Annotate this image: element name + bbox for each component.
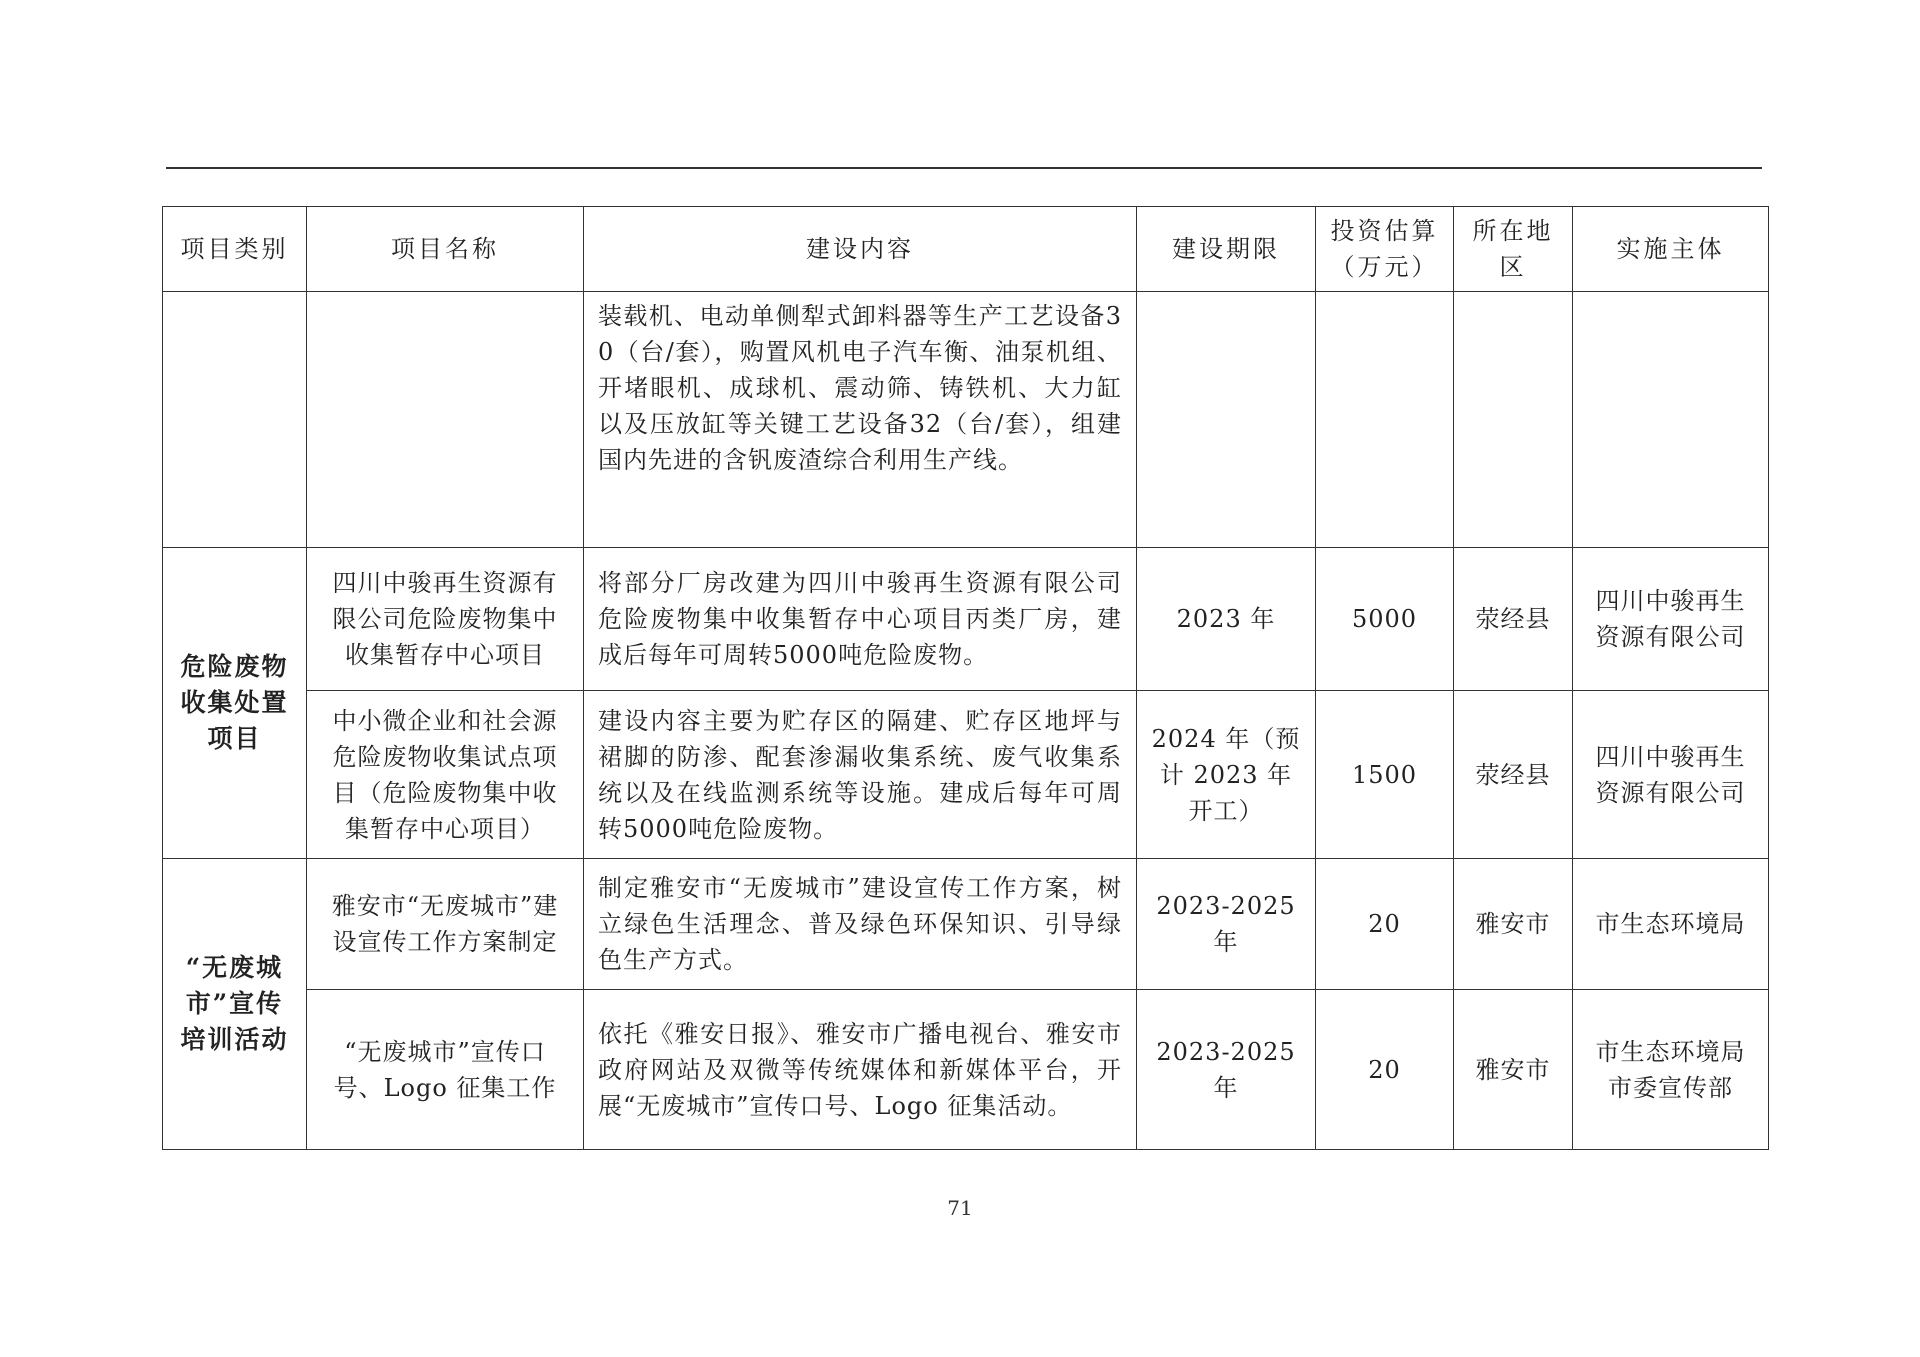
implementer-cell: 四川中骏再生资源有限公司 (1573, 691, 1769, 859)
table-header-row (163, 207, 1769, 292)
table-row (163, 990, 1769, 1150)
page-number: 71 (947, 1196, 973, 1220)
table-row (163, 292, 1769, 548)
category-cell: 危险废物收集处置项目 (163, 548, 307, 859)
name-cell: 雅安市“无废城市”建设宣传工作方案制定 (307, 859, 584, 990)
region-cell: 雅安市 (1454, 990, 1573, 1150)
content-cell: 建设内容主要为贮存区的隔建、贮存区地坪与裙脚的防渗、配套渗漏收集系统、废气收集系统以及在线监测系统等设施。建成后每年可周转5000吨危险废物。 (584, 691, 1137, 859)
table-row (163, 548, 1769, 691)
header-period: 建设期限 (1137, 207, 1316, 292)
name-cell (307, 292, 584, 548)
period-cell: 2023-2025 年 (1137, 990, 1316, 1150)
investment-cell: 5000 (1316, 548, 1454, 691)
content-cell: 装载机、电动单侧犁式卸料器等生产工艺设备30（台/套），购置风机电子汽车衡、油泵机组、开堵眼机、成球机、震动筛、铸铁机、大力缸以及压放缸等关键工艺设备32（台/套），组建国内先进的含钒废渣综合利用生产线。 (584, 292, 1137, 548)
header-region: 所在地区 (1454, 207, 1573, 292)
region-cell: 荥经县 (1454, 548, 1573, 691)
header-rule (166, 167, 1762, 169)
investment-cell: 20 (1316, 859, 1454, 990)
content-cell: 制定雅安市“无废城市”建设宣传工作方案，树立绿色生活理念、普及绿色环保知识、引导绿色生产方式。 (584, 859, 1137, 990)
project-table (162, 206, 1769, 1150)
region-cell: 荥经县 (1454, 691, 1573, 859)
category-cell (163, 292, 307, 548)
content-cell: 将部分厂房改建为四川中骏再生资源有限公司危险废物集中收集暂存中心项目丙类厂房，建成后每年可周转5000吨危险废物。 (584, 548, 1137, 691)
implementer-cell: 市生态环境局 (1573, 859, 1769, 990)
implementer-cell (1573, 292, 1769, 548)
investment-cell: 20 (1316, 990, 1454, 1150)
period-cell (1137, 292, 1316, 548)
table-row (163, 859, 1769, 990)
implementer-line: 市委宣传部 (1608, 1073, 1733, 1102)
implementer-cell: 四川中骏再生资源有限公司 (1573, 548, 1769, 691)
name-cell: 中小微企业和社会源危险废物收集试点项目（危险废物集中收集暂存中心项目） (307, 691, 584, 859)
investment-cell (1316, 292, 1454, 548)
period-cell: 2023 年 (1137, 548, 1316, 691)
table-row (163, 691, 1769, 859)
region-cell (1454, 292, 1573, 548)
implementer-cell (1573, 990, 1769, 1150)
name-cell: “无废城市”宣传口号、Logo 征集工作 (307, 990, 584, 1150)
region-cell: 雅安市 (1454, 859, 1573, 990)
implementer-line: 市生态环境局 (1595, 1037, 1746, 1066)
header-investment: 投资估算（万元） (1316, 207, 1454, 292)
content-cell: 依托《雅安日报》、雅安市广播电视台、雅安市政府网站及双微等传统媒体和新媒体平台，开展“无废城市”宣传口号、Logo 征集活动。 (584, 990, 1137, 1150)
header-implementer: 实施主体 (1573, 207, 1769, 292)
header-content: 建设内容 (584, 207, 1137, 292)
period-cell: 2024 年（预计 2023 年开工） (1137, 691, 1316, 859)
header-category: 项目类别 (163, 207, 307, 292)
category-cell: “无废城市”宣传培训活动 (163, 859, 307, 1150)
name-cell: 四川中骏再生资源有限公司危险废物集中收集暂存中心项目 (307, 548, 584, 691)
period-cell: 2023-2025 年 (1137, 859, 1316, 990)
header-name: 项目名称 (307, 207, 584, 292)
investment-cell: 1500 (1316, 691, 1454, 859)
